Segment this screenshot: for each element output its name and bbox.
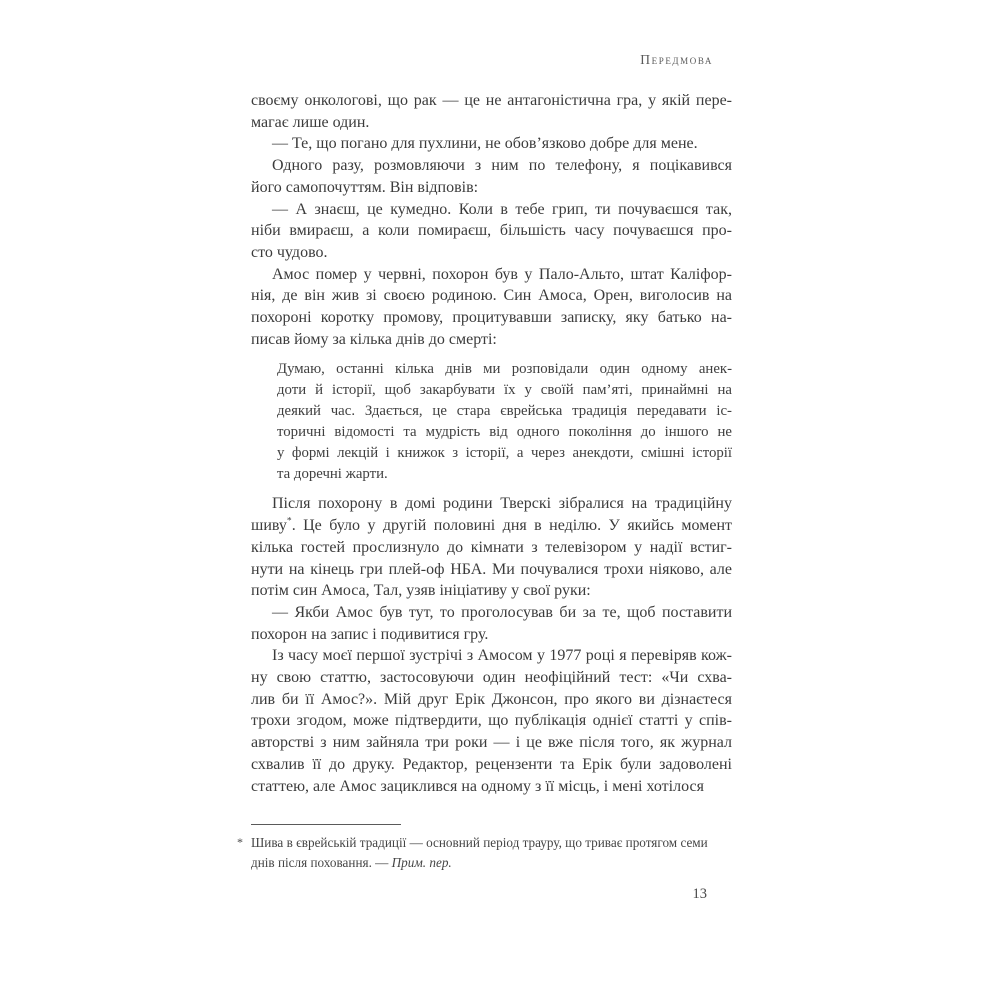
footnote-reference-asterisk: * (286, 515, 292, 527)
text-line: авторстві з ним зайняла три роки — і це вже після того, як журнал (251, 734, 732, 752)
text-line: сто чудово. (251, 243, 328, 261)
text-line: його самопочуттям. Він відповів: (251, 178, 479, 196)
paragraph (251, 155, 732, 198)
text-line: у формі лекцій і книжок з історії, а через анекдоти, смішні історії (277, 445, 732, 462)
text-line: деякий час. Здається, це стара єврейська традиція передавати іс- (277, 403, 732, 420)
text-line: Одного разу, розмовляючи з ним по телефону, я поцікавився (272, 157, 732, 175)
text-line: ну свою статтю, застосовуючи один неофіційний тест: «Чи схва- (251, 669, 732, 687)
text-line: — Якби Амос був тут, то проголосував би за те, щоб поставити (272, 603, 732, 621)
text-line: статтею, але Амос зациклився на одному з її місць, і мені хотілося (251, 777, 704, 795)
page-number: 13 (692, 886, 707, 902)
text-line: та доречні жарти. (277, 466, 388, 483)
footnote-line (251, 833, 725, 853)
text-line: нути на кінець гри плей-оф НБА. Ми почувалися трохи ніяково, але (251, 560, 732, 578)
text-line: трохи згодом, може підтвердити, що публікація однієї статті у спів- (251, 712, 732, 730)
footnote-divider (251, 824, 401, 825)
text-line: похороні коротку промову, процитувавши записку, яку батько на- (251, 309, 732, 327)
paragraph (251, 493, 732, 602)
text-line: ніби вмираєш, а коли помираєш, більшість часу почуваєшся про- (251, 222, 732, 240)
text-line: потім син Амоса, Тал, узяв ініціативу у свої руки: (251, 582, 591, 600)
footnote-text: днів після поховання. — (251, 854, 392, 870)
text-line: магає лише один. (251, 113, 370, 131)
body-text (251, 90, 732, 797)
text-line: — А знаєш, це кумедно. Коли в тебе грип, ти почуваєшся так, (272, 200, 732, 218)
footnote-text: Шива в єврейській традиції — основний період трауру, що триває протягом семи (251, 835, 708, 850)
footnote-line (251, 853, 725, 873)
text-line: Із часу моєї першої зустрічі з Амосом у 1977 році я перевіряв кож- (272, 647, 732, 665)
running-header: Передмова (640, 52, 713, 67)
paragraph (251, 602, 732, 645)
text-line: писав йому за кілька днів до смерті: (251, 330, 497, 348)
text-line: схвалив її до друку. Редактор, рецензенти та Ерік були задоволені (251, 755, 732, 773)
text-line: доти й історії, щоб закарбувати їх у своїй пам’яті, принаймні на (277, 382, 732, 399)
text-line: шиву*. Це було у другій половині дня в неділю. У якийсь момент (251, 515, 732, 535)
text-line: кілька гостей прослизнуло до кімнати з телевізором у надії встиг- (251, 538, 732, 556)
paragraph (251, 264, 732, 351)
footnote (237, 824, 725, 872)
text-line: Думаю, останні кілька днів ми розповідали один одному анек- (277, 361, 732, 378)
footnote-marker: * (237, 835, 243, 849)
text-line: нія, де він жив зі своєю родиною. Син Амоса, Орен, виголосив на (251, 287, 732, 305)
text-line: своєму онкологові, що рак — це не антагоністична гра, у якій пере- (251, 92, 732, 109)
text-line: Після похорону в домі родини Тверскі зібралися на традиційну (272, 495, 732, 513)
paragraph (251, 133, 732, 155)
paragraph (251, 199, 732, 264)
text-line: похорон на запис і подивитися гру. (251, 625, 489, 643)
text-line: лив би її Амос?». Мій друг Ерік Джонсон, про якого ви дізнаєтеся (251, 690, 732, 708)
text-line: торичні відомості та мудрість від одного покоління до іншого не (277, 424, 732, 441)
text-line: Амос помер у червні, похорон був у Пало-Альто, штат Каліфор- (272, 265, 732, 283)
block-quote (251, 359, 732, 485)
translator-note: Прим. пер. (391, 854, 452, 870)
paragraph (251, 645, 732, 797)
text-line: — Те, що погано для пухлини, не обов’язково добре для мене. (272, 135, 698, 153)
paragraph (251, 90, 732, 133)
